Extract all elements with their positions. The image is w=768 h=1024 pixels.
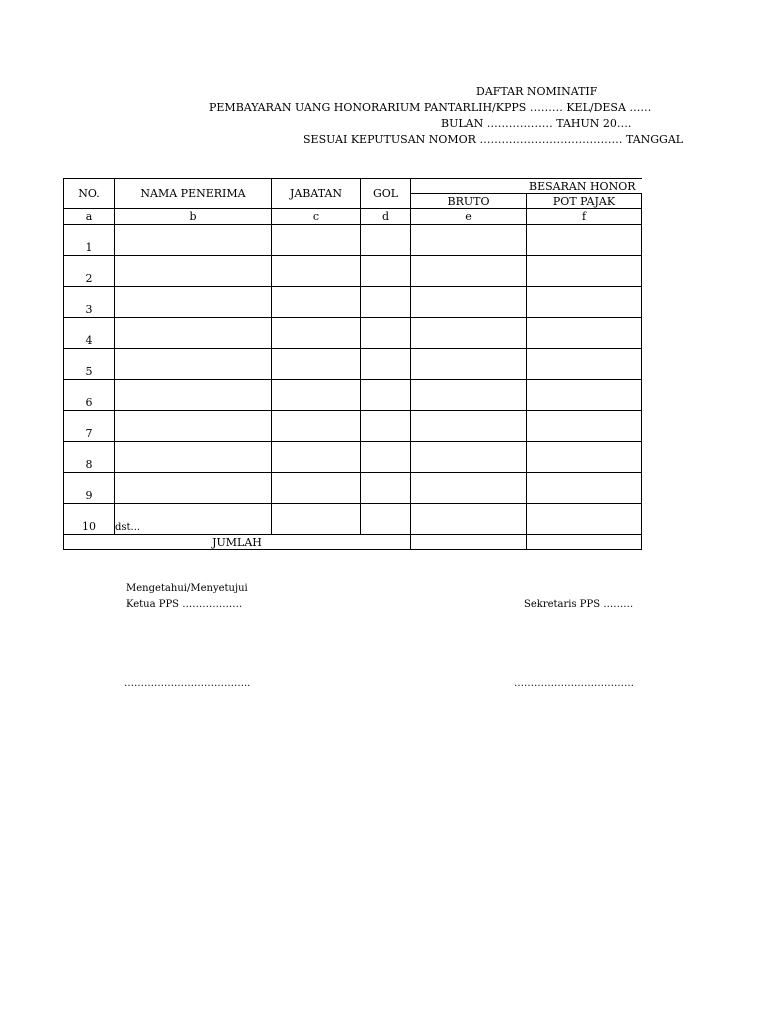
row-number: 3 — [64, 287, 115, 318]
table-row — [64, 349, 642, 380]
total-row — [64, 535, 642, 550]
row-bruto — [411, 318, 527, 349]
row-bruto — [411, 349, 527, 380]
code-cell: c — [272, 209, 361, 225]
header-jabatan: JABATAN — [272, 179, 361, 209]
total-pot-pajak — [527, 535, 642, 550]
table-row — [64, 411, 642, 442]
row-pot-pajak — [527, 504, 642, 535]
header-nama-penerima: NAMA PENERIMA — [115, 179, 272, 209]
row-number: 5 — [64, 349, 115, 380]
row-jabatan — [272, 380, 361, 411]
table-row — [64, 504, 642, 535]
approval-label: Mengetahui/Menyetujui — [126, 583, 248, 594]
row-jabatan — [272, 473, 361, 504]
row-pot-pajak — [527, 380, 642, 411]
row-name — [115, 256, 272, 287]
row-jabatan — [272, 225, 361, 256]
document-period: BULAN ……………… TAHUN 20…. — [441, 117, 632, 130]
row-number: 9 — [64, 473, 115, 504]
row-pot-pajak — [527, 225, 642, 256]
row-gol — [361, 318, 411, 349]
row-pot-pajak — [527, 256, 642, 287]
row-pot-pajak — [527, 349, 642, 380]
row-jabatan — [272, 318, 361, 349]
row-pot-pajak — [527, 287, 642, 318]
row-pot-pajak — [527, 442, 642, 473]
row-bruto — [411, 473, 527, 504]
row-bruto — [411, 287, 527, 318]
row-name — [115, 473, 272, 504]
header-pot-pajak: POT PAJAK — [527, 194, 642, 209]
row-number: 10 — [64, 504, 115, 535]
row-jabatan — [272, 287, 361, 318]
row-gol — [361, 442, 411, 473]
sekretaris-pps-label: Sekretaris PPS ……… — [524, 599, 634, 610]
header-gol: GOL — [361, 179, 411, 209]
row-bruto — [411, 442, 527, 473]
row-name: dst... — [115, 504, 272, 535]
jumlah-label: JUMLAH — [64, 535, 411, 550]
row-bruto — [411, 256, 527, 287]
row-name — [115, 411, 272, 442]
code-cell: e — [411, 209, 527, 225]
row-pot-pajak — [527, 318, 642, 349]
row-jabatan — [272, 442, 361, 473]
code-cell: a — [64, 209, 115, 225]
row-number: 2 — [64, 256, 115, 287]
table-row — [64, 380, 642, 411]
row-name — [115, 287, 272, 318]
ketua-signature-line: ……………………………….. — [124, 678, 251, 689]
row-gol — [361, 504, 411, 535]
row-gol — [361, 473, 411, 504]
row-gol — [361, 349, 411, 380]
row-bruto — [411, 411, 527, 442]
row-gol — [361, 411, 411, 442]
row-name — [115, 318, 272, 349]
row-name — [115, 442, 272, 473]
row-name — [115, 349, 272, 380]
total-bruto — [411, 535, 527, 550]
row-jabatan — [272, 504, 361, 535]
row-pot-pajak — [527, 473, 642, 504]
code-cell: f — [527, 209, 642, 225]
header-besaran-honor: BESARAN HONOR — [411, 179, 642, 194]
sekretaris-signature-line: ……………………………… — [514, 678, 634, 689]
row-name — [115, 380, 272, 411]
nominative-table — [63, 178, 642, 550]
table-row — [64, 318, 642, 349]
row-gol — [361, 256, 411, 287]
table-row — [64, 225, 642, 256]
row-jabatan — [272, 411, 361, 442]
row-bruto — [411, 380, 527, 411]
document-subtitle: PEMBAYARAN UANG HONORARIUM PANTARLIH/KPPS ……… KEL/DESA …… — [209, 101, 652, 114]
header-bruto: BRUTO — [411, 194, 527, 209]
row-bruto — [411, 504, 527, 535]
row-number: 6 — [64, 380, 115, 411]
code-cell: b — [115, 209, 272, 225]
code-row — [64, 209, 642, 225]
row-number: 8 — [64, 442, 115, 473]
row-jabatan — [272, 349, 361, 380]
table-row — [64, 473, 642, 504]
row-pot-pajak — [527, 411, 642, 442]
header-no: NO. — [64, 179, 115, 209]
row-number: 1 — [64, 225, 115, 256]
document-decree: SESUAI KEPUTUSAN NOMOR ………………………………… TANGGAL — [303, 133, 684, 146]
document-title: DAFTAR NOMINATIF — [476, 85, 598, 98]
row-gol — [361, 287, 411, 318]
row-number: 7 — [64, 411, 115, 442]
ketua-pps-label: Ketua PPS ……………… — [126, 599, 243, 610]
table-row — [64, 442, 642, 473]
row-bruto — [411, 225, 527, 256]
table-row — [64, 287, 642, 318]
table-row — [64, 256, 642, 287]
row-jabatan — [272, 256, 361, 287]
row-number: 4 — [64, 318, 115, 349]
code-cell: d — [361, 209, 411, 225]
row-name — [115, 225, 272, 256]
row-gol — [361, 225, 411, 256]
row-gol — [361, 380, 411, 411]
